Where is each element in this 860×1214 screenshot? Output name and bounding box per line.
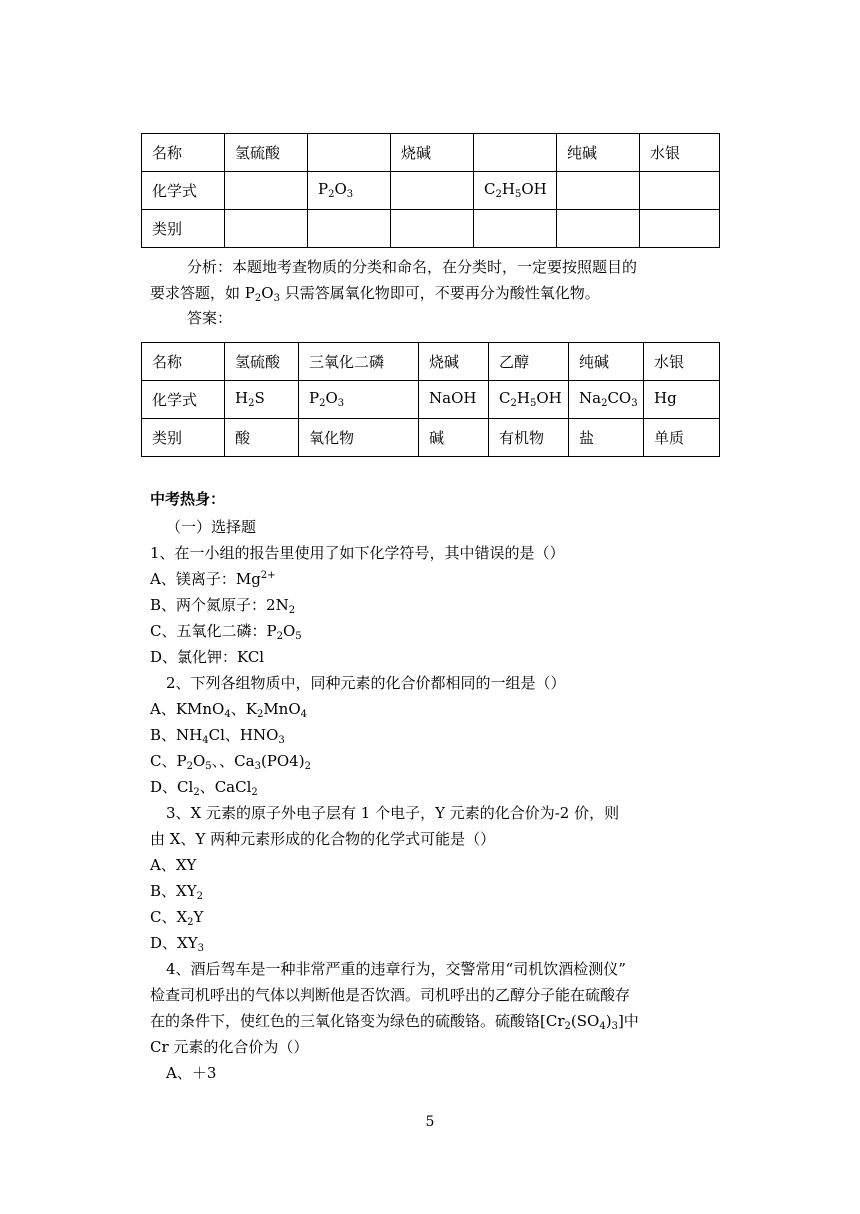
question-table-cell — [474, 134, 557, 172]
answer-label: 答案： — [187, 309, 233, 327]
question-table-cell: 烧碱 — [391, 134, 474, 172]
question-line: 在的条件下，使红色的三氧化铬变为绿色的硫酸铬。硫酸铬$[Cr_2(SO_4)_3]$中 — [150, 1012, 639, 1032]
question-line: C、$X_2Y$ — [150, 908, 204, 928]
question-table-row — [142, 172, 720, 210]
question-table-cell — [308, 210, 391, 248]
answer-table-cell: NaOH — [419, 381, 489, 419]
question-table-cell — [474, 210, 557, 248]
question-line: A、＋3 — [166, 1064, 217, 1082]
question-line: B、$NH_4Cl$、$HNO_3$ — [150, 726, 285, 746]
answer-table-cell: 水银 — [644, 343, 720, 381]
answer-table-cell: 碱 — [419, 419, 489, 457]
question-table-row-header: 化学式 — [142, 172, 225, 210]
question-line: 由 X、Y 两种元素形成的化合物的化学式可能是（） — [150, 830, 496, 848]
question-line: A、镁离子：$Mg^{2+}$ — [150, 570, 276, 588]
question-line: C、$P_2O_5$、、$Ca_3(PO4)_2$ — [150, 752, 311, 772]
answer-table-cell: $C_2H_5OH$ — [489, 381, 569, 419]
answer-table-cell: 单质 — [644, 419, 720, 457]
answer-table-cell: 氧化物 — [299, 419, 419, 457]
question-line: D、$XY_3$ — [150, 934, 204, 954]
answer-table-cell: 纯碱 — [569, 343, 644, 381]
answer-table-cell: $H_2S$ — [225, 381, 299, 419]
question-table-cell — [225, 210, 308, 248]
question-line: B、两个氮原子：$2N_2$ — [150, 596, 296, 616]
analysis-line-1: 分析：本题地考查物质的分类和命名，在分类时，一定要按照题目的 — [187, 258, 638, 276]
answer-table-row-header: 名称 — [142, 343, 225, 381]
question-table-cell — [557, 172, 640, 210]
question-line: 2、下列各组物质中，同种元素的化合价都相同的一组是（） — [166, 674, 566, 692]
answer-table-cell: 有机物 — [489, 419, 569, 457]
answer-table-row-header: 化学式 — [142, 381, 225, 419]
question-table — [141, 133, 720, 248]
question-table-row — [142, 134, 720, 172]
answer-table-cell: 酸 — [225, 419, 299, 457]
question-table-cell: 水银 — [640, 134, 720, 172]
answer-table — [141, 342, 720, 457]
question-table-cell — [391, 172, 474, 210]
question-table-cell — [225, 172, 308, 210]
question-line: D、氯化钾：KCl — [150, 648, 265, 666]
question-line: 4、酒后驾车是一种非常严重的违章行为，交警常用“司机饮酒检测仪” — [166, 960, 626, 978]
question-table-cell: 氢硫酸 — [225, 134, 308, 172]
question-table-cell — [640, 172, 720, 210]
page-number: 5 — [425, 1114, 435, 1130]
answer-table-row — [142, 381, 720, 419]
question-table-cell — [640, 210, 720, 248]
answer-table-cell: 氢硫酸 — [225, 343, 299, 381]
question-line: A、XY — [150, 856, 197, 874]
question-table-row — [142, 210, 720, 248]
answer-table-cell: 三氧化二磷 — [299, 343, 419, 381]
question-line: C、五氧化二磷：$P_2O_5$ — [150, 622, 302, 642]
question-table-row-header: 类别 — [142, 210, 225, 248]
question-line: 3、X 元素的原子外电子层有 1 个电子，Y 元素的化合价为-2 价，则 — [166, 804, 620, 822]
answer-table-cell: $P_2O_3$ — [299, 381, 419, 419]
question-line: （一）选择题 — [166, 518, 257, 536]
answer-table-cell: $Na_2CO_3$ — [569, 381, 644, 419]
answer-table-cell: 乙醇 — [489, 343, 569, 381]
answer-table-row-header: 类别 — [142, 419, 225, 457]
question-table-cell: $P_2O_3$ — [308, 172, 391, 210]
question-table-cell — [391, 210, 474, 248]
answer-table-cell: 盐 — [569, 419, 644, 457]
answer-table-cell: Hg — [644, 381, 720, 419]
question-line: A、KMnO$_4$、$K_2MnO_4$ — [150, 700, 308, 720]
answer-table-row — [142, 343, 720, 381]
question-table-cell — [308, 134, 391, 172]
question-line: 1、在一小组的报告里使用了如下化学符号，其中错误的是（） — [150, 544, 565, 562]
question-line: D、$Cl_2$、CaCl$_2$ — [150, 778, 258, 798]
question-table-cell — [557, 210, 640, 248]
answer-table-cell: 烧碱 — [419, 343, 489, 381]
question-table-cell: $C_2H_5OH$ — [474, 172, 557, 210]
section-heading: 中考热身： — [150, 490, 226, 508]
answer-table-row — [142, 419, 720, 457]
question-line: 检查司机呼出的气体以判断他是否饮酒。司机呼出的乙醇分子能在硫酸存 — [150, 986, 631, 1004]
question-line: B、$XY_2$ — [150, 882, 203, 902]
question-table-row-header: 名称 — [142, 134, 225, 172]
question-line: Cr 元素的化合价为（） — [150, 1038, 309, 1056]
analysis-line-2: 要求答题，如 $P_2O_3$ 只需答属氧化物即可，不要再分为酸性氧化物。 — [150, 284, 600, 304]
question-table-cell: 纯碱 — [557, 134, 640, 172]
